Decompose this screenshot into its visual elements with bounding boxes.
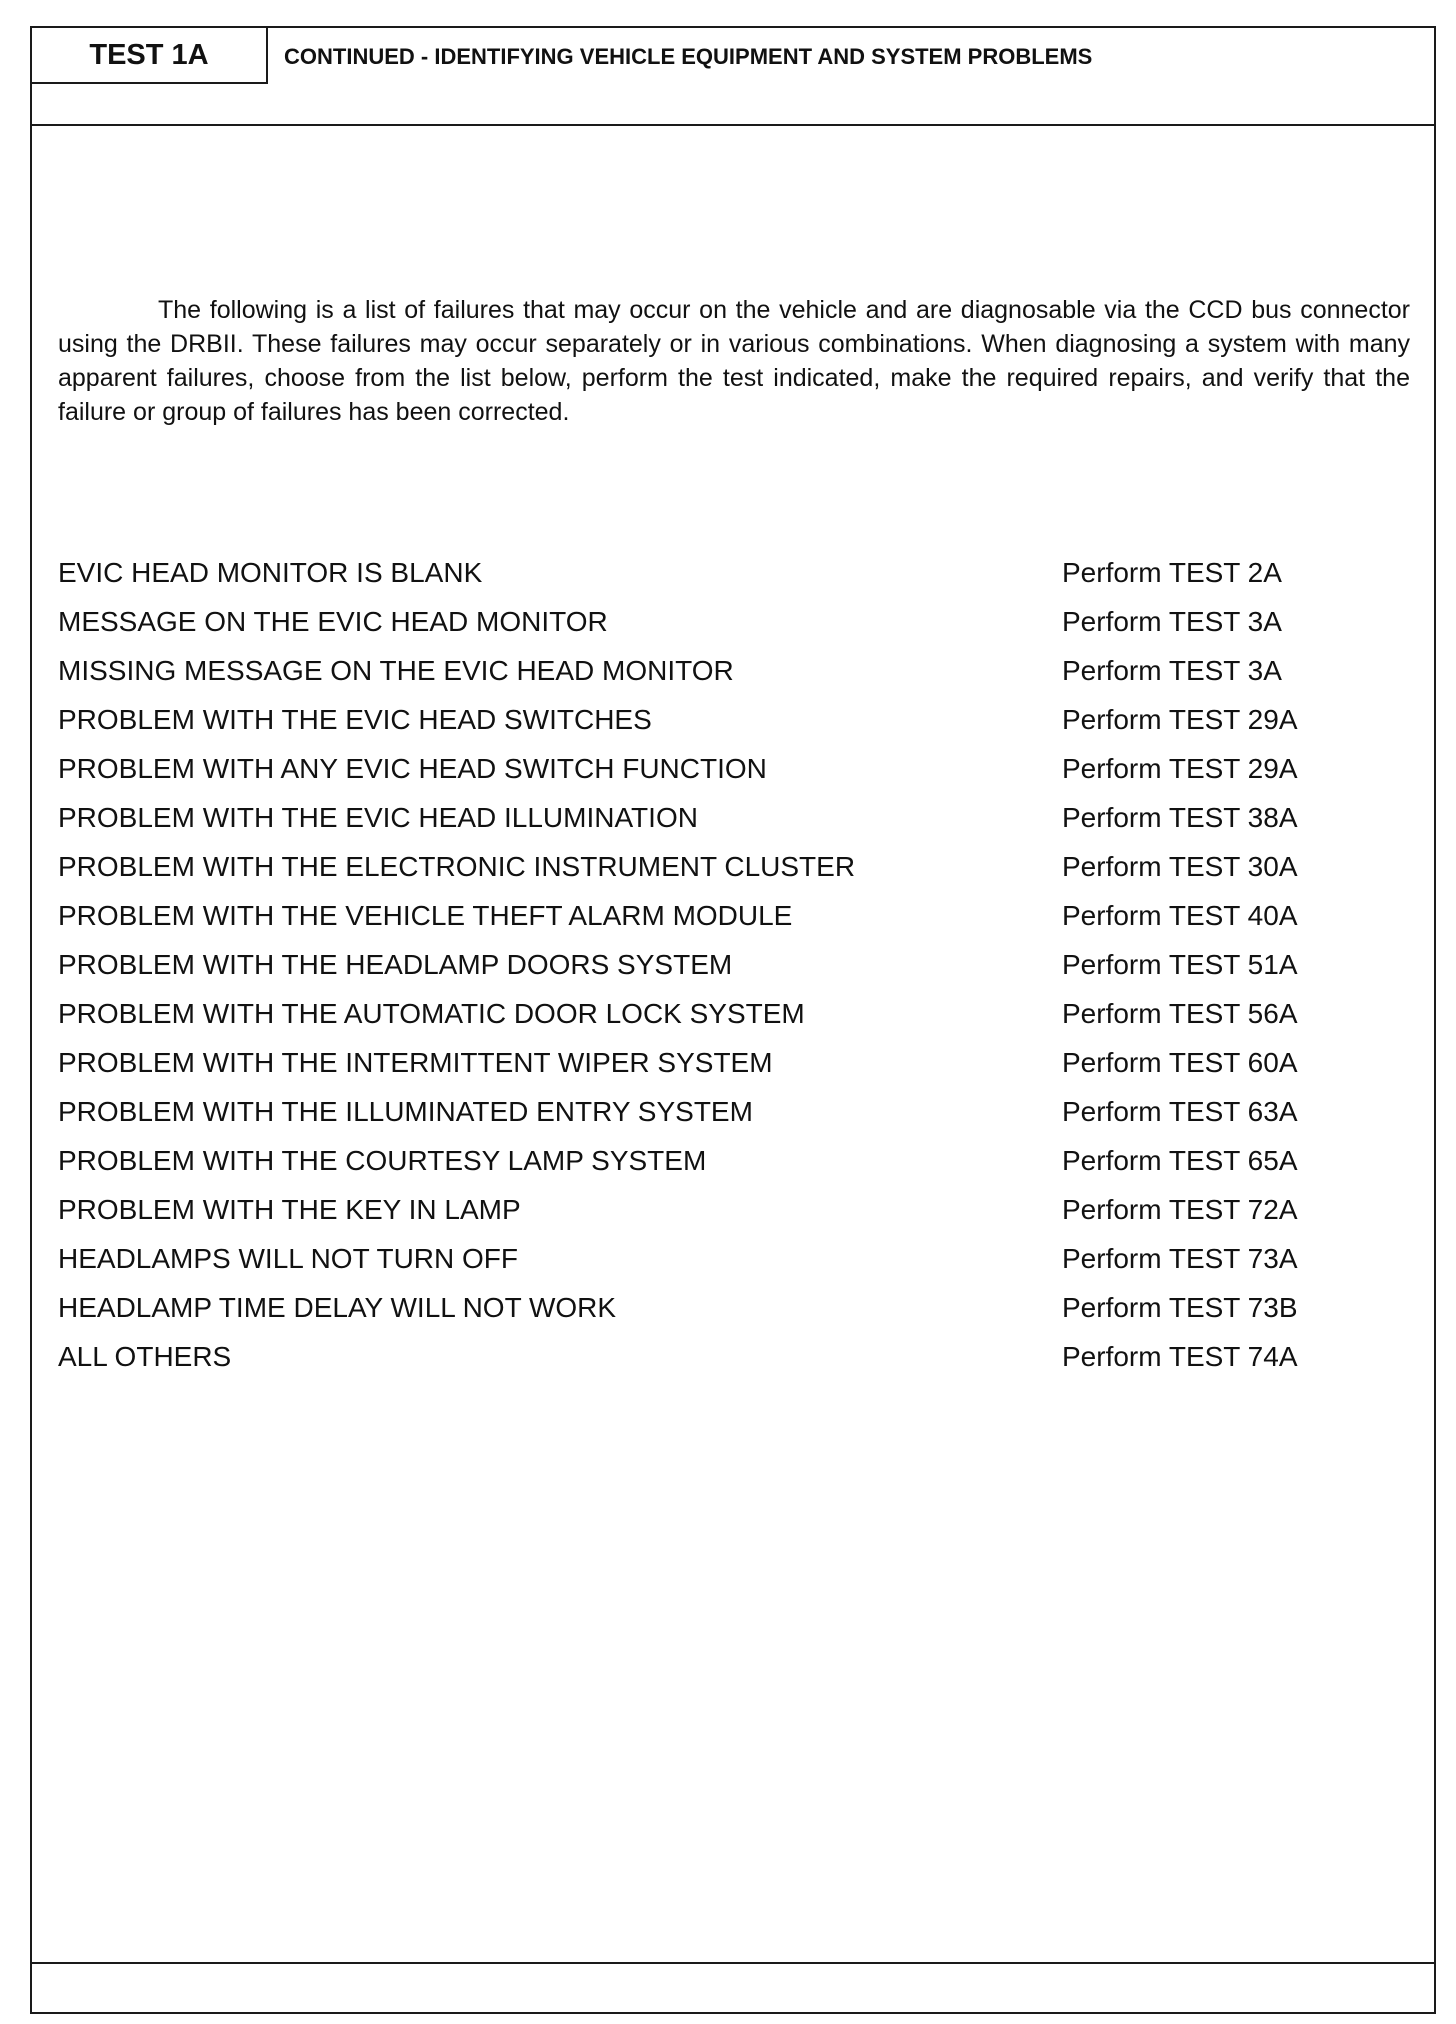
intro-paragraph: The following is a list of failures that may occur on the vehicle and are diagnosable via the CCD bus connector using the DRBII. These failures may occur separately or in various combinations. When diagnosing a system with many apparent failures, choose from the list below, perform the test indicated, make the required repairs, and verify that the failure or group of failures has been corrected.	[58, 296, 1410, 426]
failure-action: Perform TEST 65A	[1062, 1145, 1298, 1176]
failure-description: PROBLEM WITH THE ELECTRONIC INSTRUMENT CLUSTER	[58, 851, 856, 882]
header-title: CONTINUED - IDENTIFYING VEHICLE EQUIPMENT AND SYSTEM PROBLEMS	[284, 44, 1093, 69]
failure-action: Perform TEST 29A	[1062, 753, 1298, 784]
failure-row	[58, 793, 1418, 842]
failure-list	[58, 548, 1418, 1381]
failure-row	[58, 1087, 1418, 1136]
failure-description: PROBLEM WITH THE VEHICLE THEFT ALARM MODULE	[58, 900, 793, 931]
failure-row	[58, 597, 1418, 646]
failure-description: ALL OTHERS	[58, 1341, 232, 1372]
failure-action: Perform TEST 2A	[1062, 557, 1282, 588]
failure-row	[58, 1136, 1418, 1185]
failure-description: PROBLEM WITH THE COURTESY LAMP SYSTEM	[58, 1145, 707, 1176]
failure-action: Perform TEST 3A	[1062, 655, 1282, 686]
failure-action: Perform TEST 56A	[1062, 998, 1298, 1029]
failure-row	[58, 891, 1418, 940]
failure-description: PROBLEM WITH THE KEY IN LAMP	[58, 1194, 521, 1225]
failure-action: Perform TEST 30A	[1062, 851, 1298, 882]
failure-description: PROBLEM WITH THE AUTOMATIC DOOR LOCK SYSTEM	[58, 998, 805, 1029]
footer-band	[32, 1962, 1434, 2012]
failure-row	[58, 1332, 1418, 1381]
failure-row	[58, 989, 1418, 1038]
failure-description: HEADLAMPS WILL NOT TURN OFF	[58, 1243, 518, 1274]
failure-action: Perform TEST 72A	[1062, 1194, 1298, 1225]
failure-description: PROBLEM WITH THE HEADLAMP DOORS SYSTEM	[58, 949, 733, 980]
failure-action: Perform TEST 40A	[1062, 900, 1298, 931]
failure-action: Perform TEST 74A	[1062, 1341, 1298, 1372]
failure-action: Perform TEST 38A	[1062, 802, 1298, 833]
failure-description: PROBLEM WITH THE EVIC HEAD ILLUMINATION	[58, 802, 698, 833]
failure-action: Perform TEST 51A	[1062, 949, 1298, 980]
failure-row	[58, 1283, 1418, 1332]
test-id-label: TEST 1A	[32, 28, 268, 84]
failure-row	[58, 695, 1418, 744]
failure-description: EVIC HEAD MONITOR IS BLANK	[58, 557, 483, 588]
failure-action: Perform TEST 63A	[1062, 1096, 1298, 1127]
failure-action: Perform TEST 29A	[1062, 704, 1298, 735]
failure-action: Perform TEST 3A	[1062, 606, 1282, 637]
failure-description: PROBLEM WITH ANY EVIC HEAD SWITCH FUNCTION	[58, 753, 767, 784]
failure-row	[58, 744, 1418, 793]
header-band	[32, 28, 1434, 126]
failure-description: PROBLEM WITH THE INTERMITTENT WIPER SYSTEM	[58, 1047, 773, 1078]
failure-description: HEADLAMP TIME DELAY WILL NOT WORK	[58, 1292, 617, 1323]
failure-row	[58, 1234, 1418, 1283]
failure-row	[58, 548, 1418, 597]
failure-row	[58, 1185, 1418, 1234]
failure-description: MISSING MESSAGE ON THE EVIC HEAD MONITOR	[58, 655, 734, 686]
failure-action: Perform TEST 60A	[1062, 1047, 1298, 1078]
failure-row	[58, 646, 1418, 695]
failure-description: MESSAGE ON THE EVIC HEAD MONITOR	[58, 606, 608, 637]
failure-row	[58, 842, 1418, 891]
failure-row	[58, 940, 1418, 989]
failure-action: Perform TEST 73A	[1062, 1243, 1298, 1274]
failure-description: PROBLEM WITH THE EVIC HEAD SWITCHES	[58, 704, 652, 735]
failure-action: Perform TEST 73B	[1062, 1292, 1298, 1323]
page-frame	[30, 26, 1436, 2014]
failure-row	[58, 1038, 1418, 1087]
failure-description: PROBLEM WITH THE ILLUMINATED ENTRY SYSTEM	[58, 1096, 753, 1127]
